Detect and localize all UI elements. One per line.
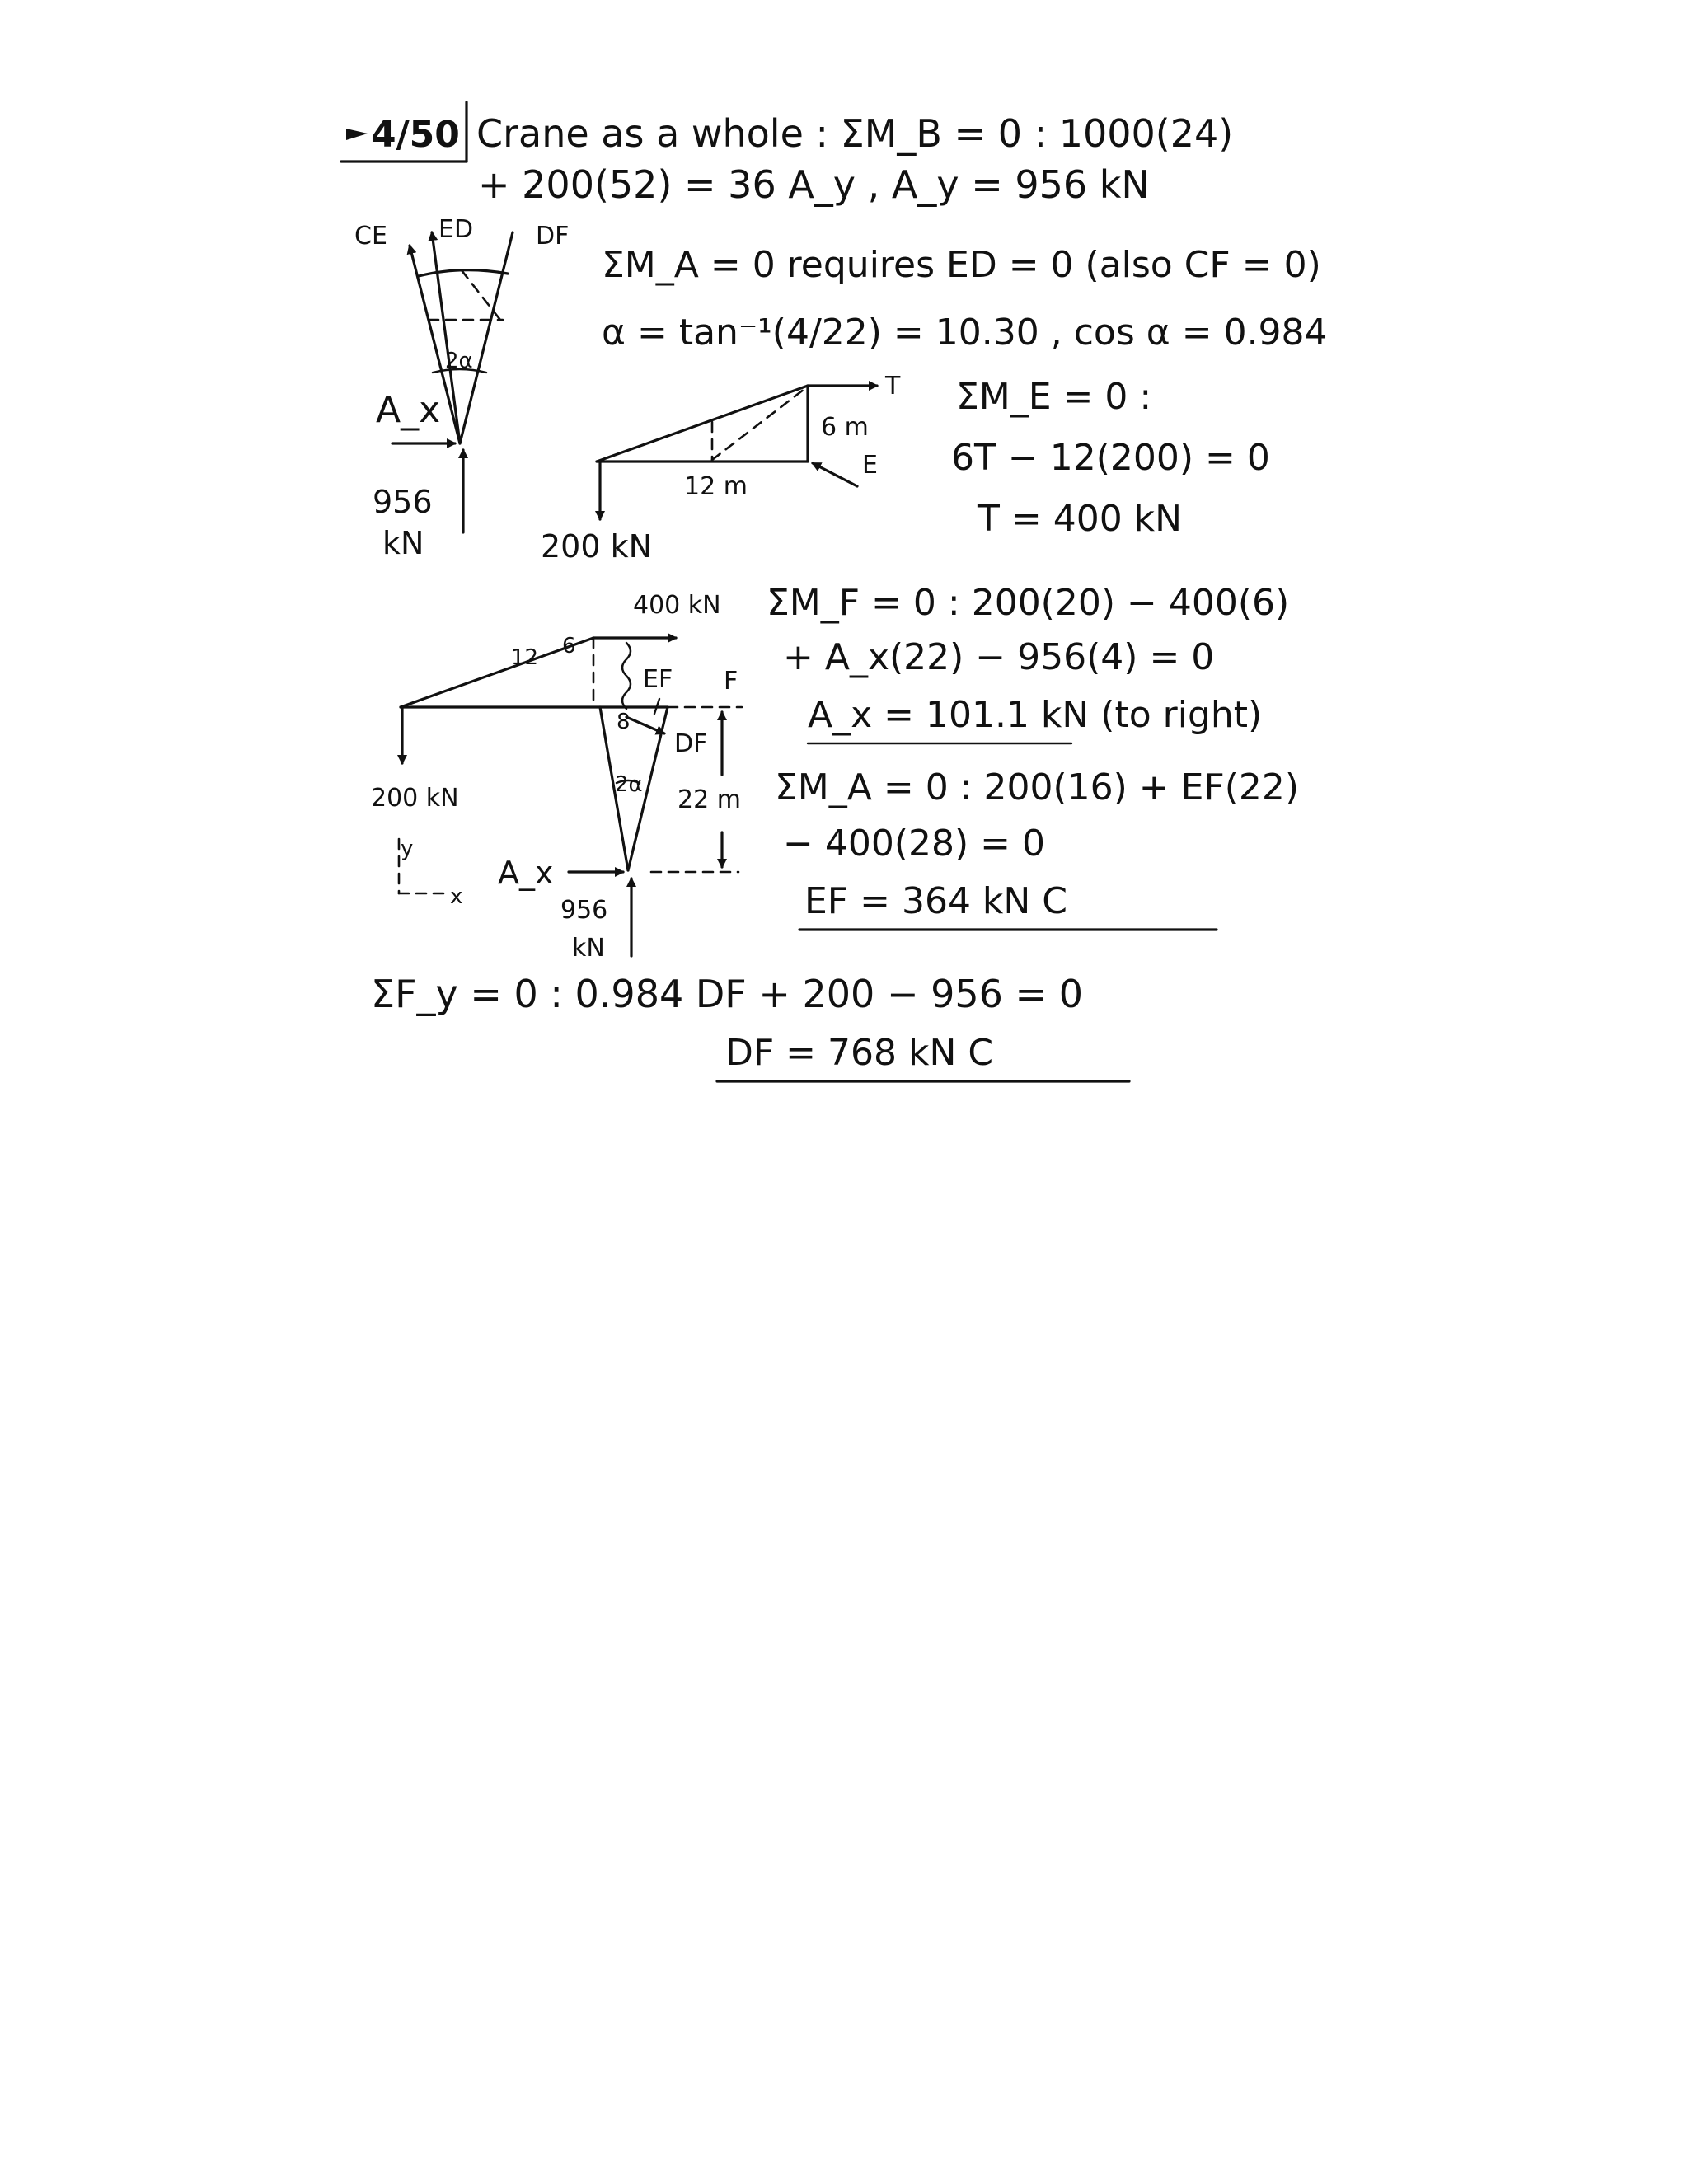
label-8: 8 [617, 710, 631, 734]
moments-a-result: EF = 364 kN C [804, 880, 1068, 922]
boom-dash-diag [712, 389, 804, 460]
label-e: E [862, 451, 878, 480]
df-arrow [626, 717, 664, 733]
member-df [460, 232, 513, 443]
final-line-1: ΣF_y = 0 : 0.984 DF + 200 − 956 = 0 [371, 972, 1083, 1016]
label-ax-2: A_x [498, 855, 554, 891]
problem-number: 4/50 [371, 114, 460, 156]
label-ef: EF [643, 665, 673, 694]
analysis-line-1: ΣM_A = 0 requires ED = 0 (also CF = 0) [602, 244, 1321, 286]
moments-e-eq: 6T − 12(200) = 0 [951, 437, 1270, 479]
label-ce: CE [354, 222, 387, 251]
label-22m: 22 m [678, 785, 741, 814]
label-kn-2: kN [572, 934, 605, 963]
label-12: 12 [511, 645, 539, 670]
label-df-2: DF [674, 729, 708, 758]
crane-section-diagram [371, 591, 742, 963]
boom-diagram [541, 372, 901, 565]
label-6: 6 [562, 634, 576, 658]
label-t: T [885, 372, 901, 401]
label-2alpha: 2α [445, 349, 473, 373]
label-200kn-2: 200 kN [371, 784, 459, 813]
header-line-1: Crane as a whole : ΣM_B = 0 : 1000(24) [476, 111, 1234, 156]
moments-f-line-1: ΣM_F = 0 : 200(20) − 400(6) [767, 582, 1290, 624]
final-result: DF = 768 kN C [725, 1032, 994, 1074]
moments-a-line-1: ΣM_A = 0 : 200(16) + EF(22) [775, 766, 1300, 808]
moments-e-result: T = 400 kN [978, 498, 1183, 540]
analysis-line-2: α = tan⁻¹(4/22) = 10.30 , cos α = 0.984 [602, 312, 1328, 354]
label-956: 956 [373, 484, 433, 520]
label-x-axis: x [450, 884, 463, 909]
header-line-2: + 200(52) = 36 A_y , A_y = 956 kN [478, 162, 1150, 207]
moments-f-result: A_x = 101.1 kN (to right) [808, 694, 1263, 736]
problem-marker-icon [346, 129, 368, 140]
label-f: F [724, 667, 738, 696]
label-956-2: 956 [560, 896, 608, 925]
moments-e-title: ΣM_E = 0 : [956, 376, 1152, 418]
joint-diagram [354, 215, 569, 561]
label-df: DF [536, 222, 570, 251]
moments-f-line-2: + A_x(22) − 956(4) = 0 [783, 636, 1215, 678]
label-y-axis: y [401, 837, 414, 861]
label-400kn: 400 kN [633, 591, 721, 620]
label-ax: A_x [376, 389, 441, 431]
label-200kn: 200 kN [541, 528, 653, 565]
label-ed: ED [438, 215, 474, 244]
label-2alpha-2: 2α [615, 772, 643, 797]
label-12m: 12 m [684, 472, 748, 501]
e-force-arrow [813, 463, 857, 486]
label-kn: kN [382, 525, 424, 561]
label-6m: 6 m [821, 413, 869, 442]
boom-top [597, 386, 808, 462]
cut-squiggle [622, 643, 631, 709]
moments-a-line-2: − 400(28) = 0 [783, 823, 1045, 865]
